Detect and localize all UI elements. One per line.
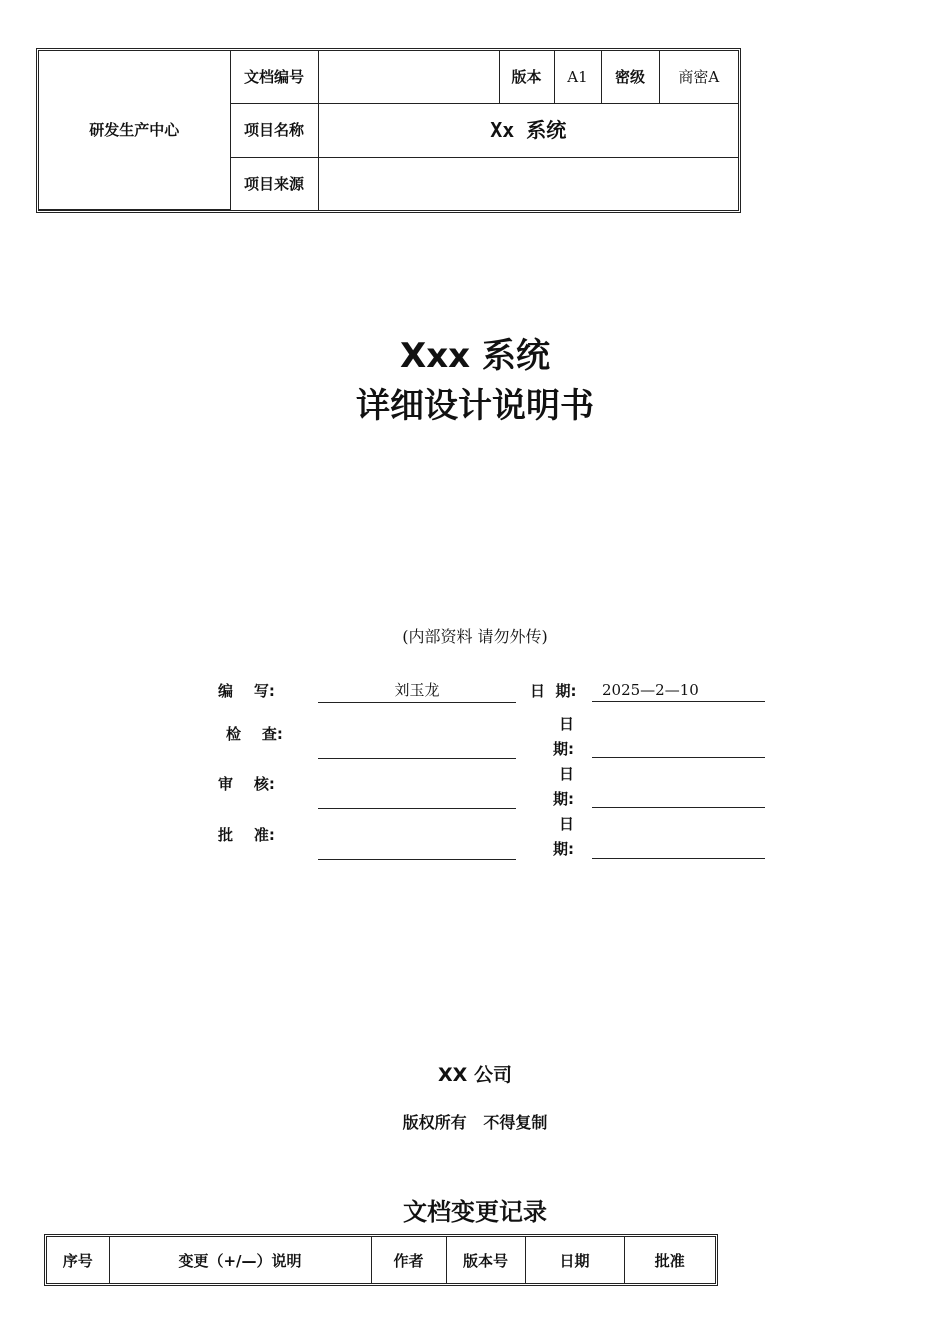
doc-title-line1: Xxx 系统 (400, 336, 550, 376)
confidential-notice: (内部资料 请勿外传) (402, 627, 548, 646)
change-log-table (44, 1234, 718, 1286)
version-value: A1 (554, 51, 601, 103)
copyright-notice: 版权所有 不得复制 (402, 1113, 548, 1132)
checker-date-field (592, 734, 765, 758)
checker-field (318, 734, 516, 759)
column-header: 版本号 (446, 1237, 525, 1283)
doc-number-value (318, 51, 499, 103)
department-cell: 研发生产中心 (39, 51, 230, 210)
project-name-label: 项目名称 (230, 103, 318, 157)
project-name-value: Xx 系统 (318, 103, 738, 157)
reviewer-label: 审 核: (218, 775, 275, 793)
column-header: 批准 (624, 1237, 715, 1283)
company-name: XX 公司 (438, 1064, 512, 1086)
approver-date-field (592, 835, 765, 859)
approver-date-label: 日期: (553, 815, 574, 858)
reviewer-date-label: 日期: (553, 765, 574, 808)
author-label: 编 写: (218, 682, 275, 700)
secret-level-label: 密级 (601, 51, 659, 103)
column-header: 作者 (371, 1237, 446, 1283)
checker-date-label: 日期: (553, 715, 574, 758)
column-header: 序号 (47, 1237, 109, 1283)
author-field: 刘玉龙 (318, 678, 516, 703)
checker-label: 检 查: (226, 725, 283, 743)
project-source-value (318, 157, 738, 209)
reviewer-date-field (592, 784, 765, 808)
project-source-label: 项目来源 (230, 157, 318, 209)
approver-label: 批 准: (218, 826, 275, 844)
column-header: 变更（+/—）说明 (109, 1237, 371, 1283)
version-label: 版本 (499, 51, 554, 103)
doc-title-line2: 详细设计说明书 (356, 386, 594, 426)
column-header: 日期 (525, 1237, 624, 1283)
secret-level-value: 商密A (659, 51, 738, 103)
author-date-field: 2025—2—10 (592, 678, 765, 702)
author-date-label: 日 期: (530, 682, 577, 700)
document-header-table (36, 48, 741, 213)
change-log-title: 文档变更记录 (403, 1198, 547, 1226)
approver-field (318, 835, 516, 860)
change-log-header-row (47, 1237, 715, 1283)
doc-number-label: 文档编号 (230, 51, 318, 103)
reviewer-field (318, 784, 516, 809)
